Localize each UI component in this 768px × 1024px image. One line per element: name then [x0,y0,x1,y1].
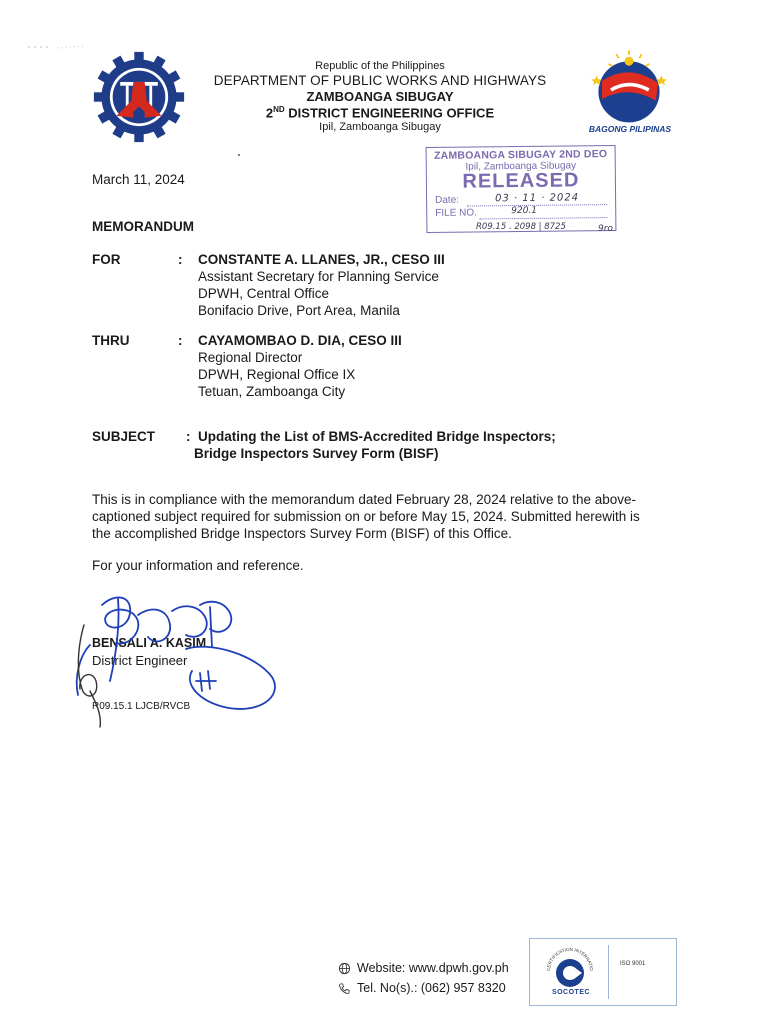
republic-line: Republic of the Philippines [315,60,445,72]
tel-row [338,978,509,998]
handwritten-signature-icon [60,585,290,745]
office-ordinal: 2 [265,105,274,121]
scan-mark [28,44,88,50]
letterhead [200,60,560,134]
office-city: Ipil, Zamboanga Sibugay [319,120,441,133]
cert-ring-text: CERTIFICATION INTERNATIO [545,946,595,972]
stamp-date-label: Date: [435,194,460,206]
thru-line3: Tetuan, Zamboanga City [198,384,346,399]
for-label: FOR [92,252,121,267]
phone-icon [338,982,351,995]
thru-label: THRU [92,333,130,348]
reference-code: R09.15.1 LJCB/RVCB [92,701,191,712]
for-name: CONSTANTE A. LLANES, JR., CESO III [198,252,445,267]
stamp-file-label: FILE NO. [435,207,477,219]
stamp-file-value: 920.1 [511,205,538,217]
province-name: ZAMBOANGA SIBUGAY [306,89,454,105]
for-line2: DPWH, Central Office [198,286,330,301]
thru-colon: : [178,333,183,348]
socotec-text: SOCOTEC [551,989,591,996]
office-suffix: ND [273,104,285,114]
bagong-pilipinas-text: BAGONG PILIPINAS [588,124,672,134]
body-line1: This is in compliance with the memorandum dated February 28, 2024 relative to the above- [92,492,637,507]
office-rest: DISTRICT ENGINEERING OFFICE [284,105,495,121]
stamp-status: RELEASED [462,169,580,193]
subject-text [186,428,556,462]
memo-date: March 11, 2024 [92,172,185,187]
stamp-date-value: 03 · 11 · 2024 [495,192,580,205]
thru-line1: Regional Director [198,350,303,365]
signatory-title: District Engineer [92,653,188,668]
released-stamp [426,145,617,233]
subject-label: SUBJECT [92,429,156,444]
thru-recipient [198,332,402,400]
stamp-initials: 9ro [598,224,613,234]
footer-contact [338,958,509,998]
office-name [200,105,560,121]
stamp-city: Ipil, Zamboanga Sibugay [465,160,577,173]
body-paragraph [92,491,692,542]
stamp-office: ZAMBOANGA SIBUGAY 2ND DEO [433,148,608,162]
thru-line2: DPWH, Regional Office IX [198,367,356,382]
for-line3: Bonifacio Drive, Port Area, Manila [198,303,400,318]
iso-text: ISO 9001 [620,961,646,967]
body-line2: captioned subject required for submission on or before May 15, 2024. Submitted herewith is [92,509,640,524]
for-colon: : [178,252,183,267]
memo-type: MEMORANDUM [92,219,194,234]
website-text: Website: www.dpwh.gov.ph [357,961,509,975]
bagong-pilipinas-logo-icon [583,45,675,135]
globe-icon [338,962,351,975]
iso-certification-badge [529,938,677,1006]
department-name: DEPARTMENT OF PUBLIC WORKS AND HIGHWAYS [213,73,547,89]
for-line1: Assistant Secretary for Planning Service [198,269,439,284]
signatory-name: BENSALI A. KASIM [92,636,207,650]
for-recipient [198,251,445,319]
scan-dot [238,154,240,156]
stamp-file-line [479,217,607,219]
body-line3: the accomplished Bridge Inspectors Survey Form (BISF) of this Office. [92,526,512,541]
stamp-reference: R09.15 . 2098 | 8725 [476,222,566,232]
subject-line2: Bridge Inspectors Survey Form (BISF) [194,446,439,461]
closing-line: For your information and reference. [92,558,304,573]
cert-divider [608,945,609,999]
tel-text: Tel. No(s).: (062) 957 8320 [357,981,506,995]
subject-line1: : Updating the List of BMS-Accredited Bridge Inspectors; [186,429,556,444]
stamp-date-line [467,204,607,206]
thru-name: CAYAMOMBAO D. DIA, CESO III [198,333,402,348]
website-row [338,958,509,978]
dpwh-logo-icon [92,50,186,144]
